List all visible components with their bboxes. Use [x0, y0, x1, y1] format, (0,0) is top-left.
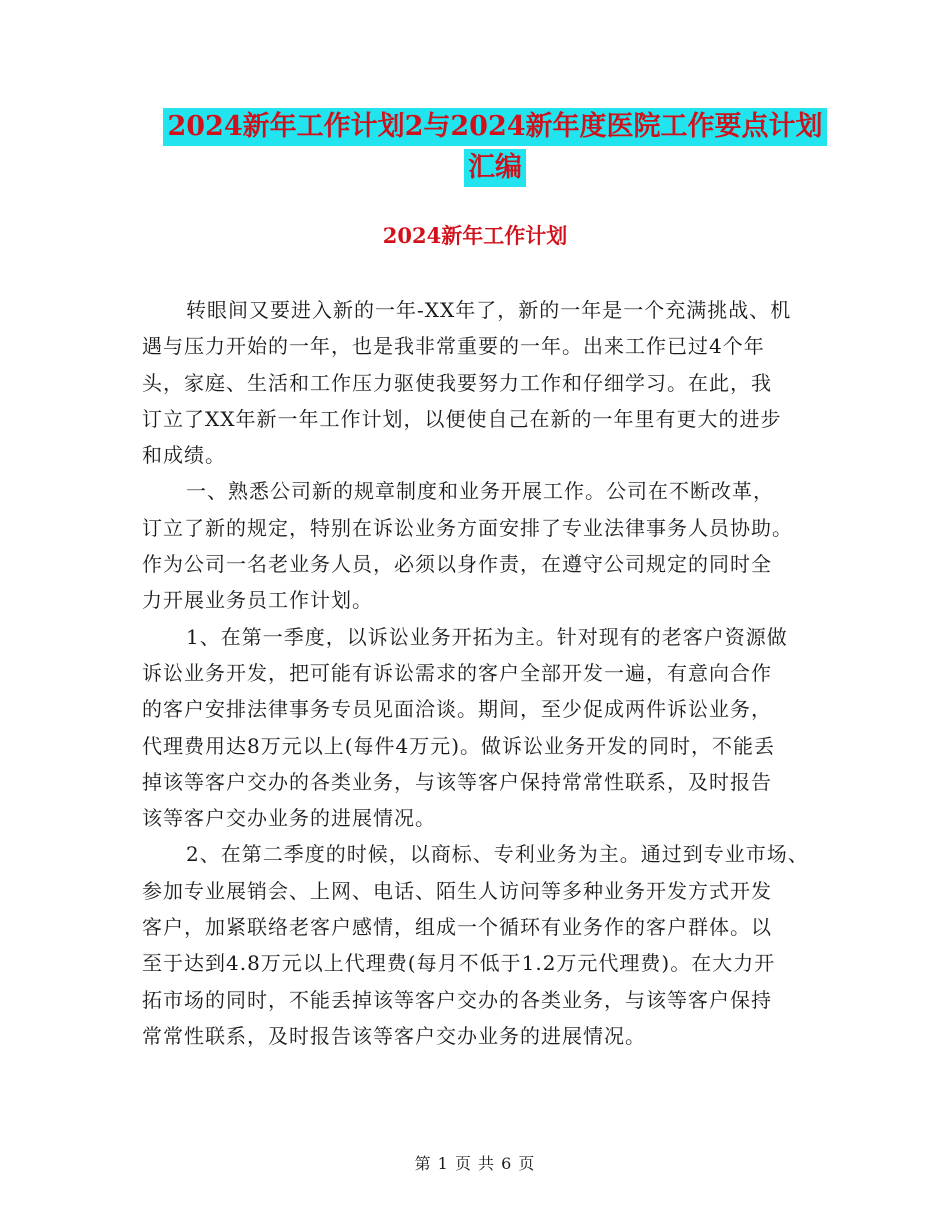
- text-line: 力开展业务员工作计划。: [142, 588, 373, 613]
- text-line: 拓市场的同时，不能丢掉该等客户交办的各类业务，与该等客户保持: [142, 987, 772, 1012]
- text-line: 订立了XX年新一年工作计划，以便使自己在新的一年里有更大的进步: [142, 406, 782, 431]
- text-line: 该等客户交办业务的进展情况。: [142, 806, 436, 831]
- text-line: 代理费用达8万元以上(每件4万元)。做诉讼业务开发的同时，不能丢: [142, 733, 776, 758]
- text-line: 1、在第一季度，以诉讼业务开拓为主。针对现有的老客户资源做: [186, 624, 788, 649]
- text-line: 诉讼业务开发，把可能有诉讼需求的客户全部开发一遍，有意向合作: [142, 660, 772, 685]
- section-title: 2024新年工作计划: [382, 223, 568, 248]
- document-title: [0, 108, 950, 187]
- text-line: 遇与压力开始的一年，也是我非常重要的一年。出来工作已过4个年: [142, 334, 765, 359]
- text-line: 和成绩。: [142, 443, 226, 468]
- text-line: 转眼间又要进入新的一年-XX年了，新的一年是一个充满挑战、机: [186, 298, 792, 322]
- text-line: 常常性联系，及时报告该等客户交办业务的进展情况。: [142, 1023, 646, 1048]
- text-line: 至于达到4.8万元以上代理费(每月不低于1.2万元代理费)。在大力开: [142, 951, 776, 976]
- text-line: 掉该等客户交办的各类业务，与该等客户保持常常性联系，及时报告: [142, 769, 772, 794]
- text-line: 参加专业展销会、上网、电话、陌生人访问等多种业务开发方式开发: [142, 878, 772, 903]
- title-line-2: 汇编: [464, 149, 526, 187]
- page-number: 第 1 页 共 6 页: [414, 1154, 536, 1173]
- text-line: 2、在第二季度的时候，以商标、专利业务为主。通过到专业市场、: [186, 842, 809, 867]
- body-text: [142, 292, 822, 1054]
- text-line: 订立了新的规定，特别在诉讼业务方面安排了专业法律事务人员协助。: [142, 515, 793, 540]
- title-line-1: 2024新年工作计划2与2024新年度医院工作要点计划: [163, 108, 826, 146]
- text-line: 客户，加紧联络老客户感情，组成一个循环有业务作的客户群体。以: [142, 915, 772, 940]
- text-line: 头，家庭、生活和工作压力驱使我要努力工作和仔细学习。在此，我: [142, 370, 772, 395]
- text-line: 的客户安排法律事务专员见面洽谈。期间，至少促成两件诉讼业务，: [142, 697, 772, 722]
- text-line: 一、熟悉公司新的规章制度和业务开展工作。公司在不断改革，: [186, 479, 774, 504]
- text-line: 作为公司一名老业务人员，必须以身作责，在遵守公司规定的同时全: [142, 552, 772, 577]
